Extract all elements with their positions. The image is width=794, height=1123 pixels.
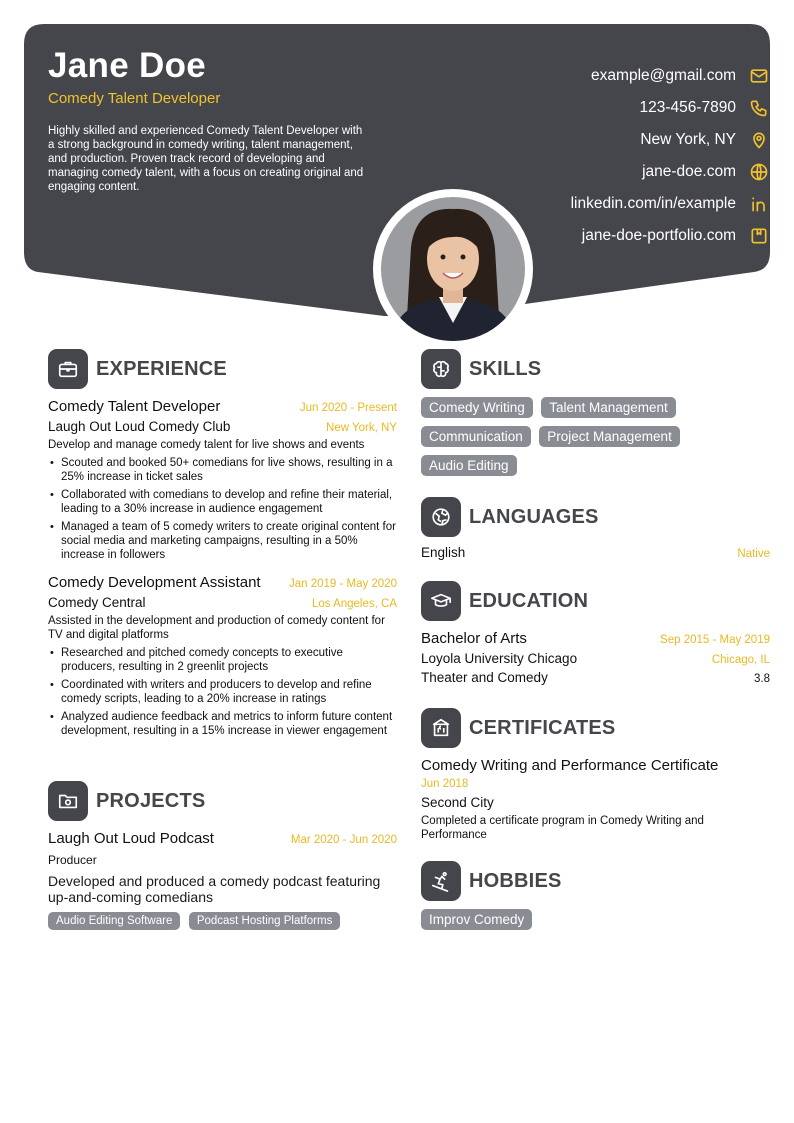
job-bullet: • Analyzed audience feedback and metrics to inform future content development, resulting in a 15% increase in viewer engagement: [48, 710, 397, 738]
portfolio-icon: [748, 225, 770, 247]
experience-entry: [48, 398, 397, 562]
education-entry: [421, 630, 770, 685]
job-location: Los Angeles, CA: [311, 598, 397, 610]
contact-phone-text[interactable]: 123-456-7890: [639, 99, 736, 116]
folder-icon: [48, 781, 88, 821]
experience-heading: [48, 349, 227, 389]
contact-location-text: New York, NY: [640, 131, 736, 148]
education-title: EDUCATION: [469, 589, 589, 612]
language-icon: [421, 497, 461, 537]
language-name: English: [421, 545, 466, 560]
profile-summary: Highly skilled and experienced Comedy Talent Developer with a strong background in comedy writing, talent management, and production. Proven track record of developing and managing comedy talent, with a focus on creating original and engaging content.: [48, 125, 364, 193]
certificates-heading: [421, 708, 615, 748]
languages-heading: [421, 497, 599, 537]
job-bullets: [48, 646, 397, 738]
job-description: Assisted in the development and production of comedy content for TV and digital platforms: [48, 615, 385, 641]
education-heading: [421, 581, 588, 621]
skill-tag: Talent Management: [541, 397, 676, 418]
field-of-study: Theater and Comedy: [421, 670, 548, 685]
hobbies-title: HOBBIES: [469, 869, 562, 892]
project-entry: [48, 830, 397, 938]
mail-icon: [748, 65, 770, 87]
skills-heading: [421, 349, 541, 389]
job-bullet: • Collaborated with comedians to develop and refine their material, leading to a 30% increase in audience engagement: [48, 488, 397, 516]
certificate-issuer: Second City: [421, 795, 494, 810]
skill-tag: Communication: [421, 426, 531, 447]
job-company: Laugh Out Loud Comedy Club: [48, 419, 231, 434]
skill-tag: Audio Editing: [421, 455, 517, 476]
candidate-role: Comedy Talent Developer: [48, 90, 221, 107]
project-tag: Audio Editing Software: [48, 912, 180, 930]
job-date: Jan 2019 - May 2020: [288, 578, 397, 590]
hobby-tag: Improv Comedy: [421, 909, 532, 930]
certificate-name: Comedy Writing and Performance Certificate: [421, 757, 719, 774]
brain-icon: [421, 349, 461, 389]
skiing-icon: [421, 861, 461, 901]
skill-tag: Comedy Writing: [421, 397, 533, 418]
institution-icon: [421, 708, 461, 748]
project-role: Producer: [48, 853, 97, 867]
job-date: Jun 2020 - Present: [299, 402, 397, 414]
language-level: Native: [737, 548, 770, 560]
school-location: Chicago, IL: [711, 654, 770, 666]
job-description: Develop and manage comedy talent for live shows and events: [48, 439, 365, 451]
gpa: 3.8: [754, 673, 770, 685]
school-name: Loyola University Chicago: [421, 651, 578, 666]
location-pin-icon: [748, 129, 770, 151]
contact-phone[interactable]: [440, 92, 770, 124]
project-tag: Podcast Hosting Platforms: [189, 912, 341, 930]
project-description: Developed and produced a comedy podcast featuring up-and-coming comedians: [48, 873, 381, 905]
experience-entry: [48, 574, 397, 738]
phone-icon: [748, 97, 770, 119]
language-entry: [421, 545, 770, 560]
job-bullet: • Coordinated with writers and producers to develop and refine comedy scripts, leading to a 20% increase in ratings: [48, 678, 397, 706]
contact-portfolio-text[interactable]: jane-doe-portfolio.com: [581, 227, 736, 244]
project-date: Mar 2020 - Jun 2020: [290, 834, 397, 846]
experience-title: EXPERIENCE: [96, 357, 227, 380]
languages-title: LANGUAGES: [469, 505, 599, 528]
contact-linkedin-text[interactable]: linkedin.com/in/example: [570, 195, 736, 212]
job-title: Comedy Talent Developer: [48, 398, 221, 415]
skill-tag: Project Management: [539, 426, 680, 447]
certificate-entry: [421, 757, 770, 842]
briefcase-icon: [48, 349, 88, 389]
contact-email-text[interactable]: example@gmail.com: [591, 67, 736, 84]
contact-website[interactable]: [440, 156, 770, 188]
graduation-cap-icon: [421, 581, 461, 621]
candidate-name: Jane Doe: [48, 46, 207, 85]
job-company: Comedy Central: [48, 595, 146, 610]
project-tags: [48, 911, 397, 938]
hobbies-heading: [421, 861, 562, 901]
profile-photo: [381, 197, 525, 341]
job-title: Comedy Development Assistant: [48, 574, 261, 591]
education-date: Sep 2015 - May 2019: [660, 634, 770, 646]
job-bullet: • Researched and pitched comedy concepts to executive producers, resulting in 2 greenlit projects: [48, 646, 397, 674]
job-bullets: [48, 456, 397, 562]
job-bullet: • Managed a team of 5 comedy writers to create original content for social media and marketing campaigns, resulting in a 50% increase in followers: [48, 520, 397, 562]
skills-tags: [421, 397, 770, 484]
contact-location: [440, 124, 770, 156]
experience-list: [48, 398, 397, 742]
linkedin-icon: [748, 193, 770, 215]
certificate-date: Jun 2018: [421, 778, 469, 790]
globe-icon: [748, 161, 770, 183]
certificates-title: CERTIFICATES: [469, 716, 616, 739]
projects-title: PROJECTS: [96, 789, 206, 812]
contact-website-text[interactable]: jane-doe.com: [642, 163, 736, 180]
degree: Bachelor of Arts: [421, 630, 527, 647]
certificate-description: Completed a certificate program in Comedy Writing and Performance: [421, 815, 704, 841]
skills-title: SKILLS: [469, 357, 542, 380]
job-bullet: • Scouted and booked 50+ comedians for live shows, resulting in a 25% increase in ticket sales: [48, 456, 397, 484]
hobby-tags: [421, 909, 770, 938]
job-location: New York, NY: [326, 422, 397, 434]
contact-email[interactable]: [440, 60, 770, 92]
projects-heading: [48, 781, 205, 821]
project-name: Laugh Out Loud Podcast: [48, 830, 214, 847]
